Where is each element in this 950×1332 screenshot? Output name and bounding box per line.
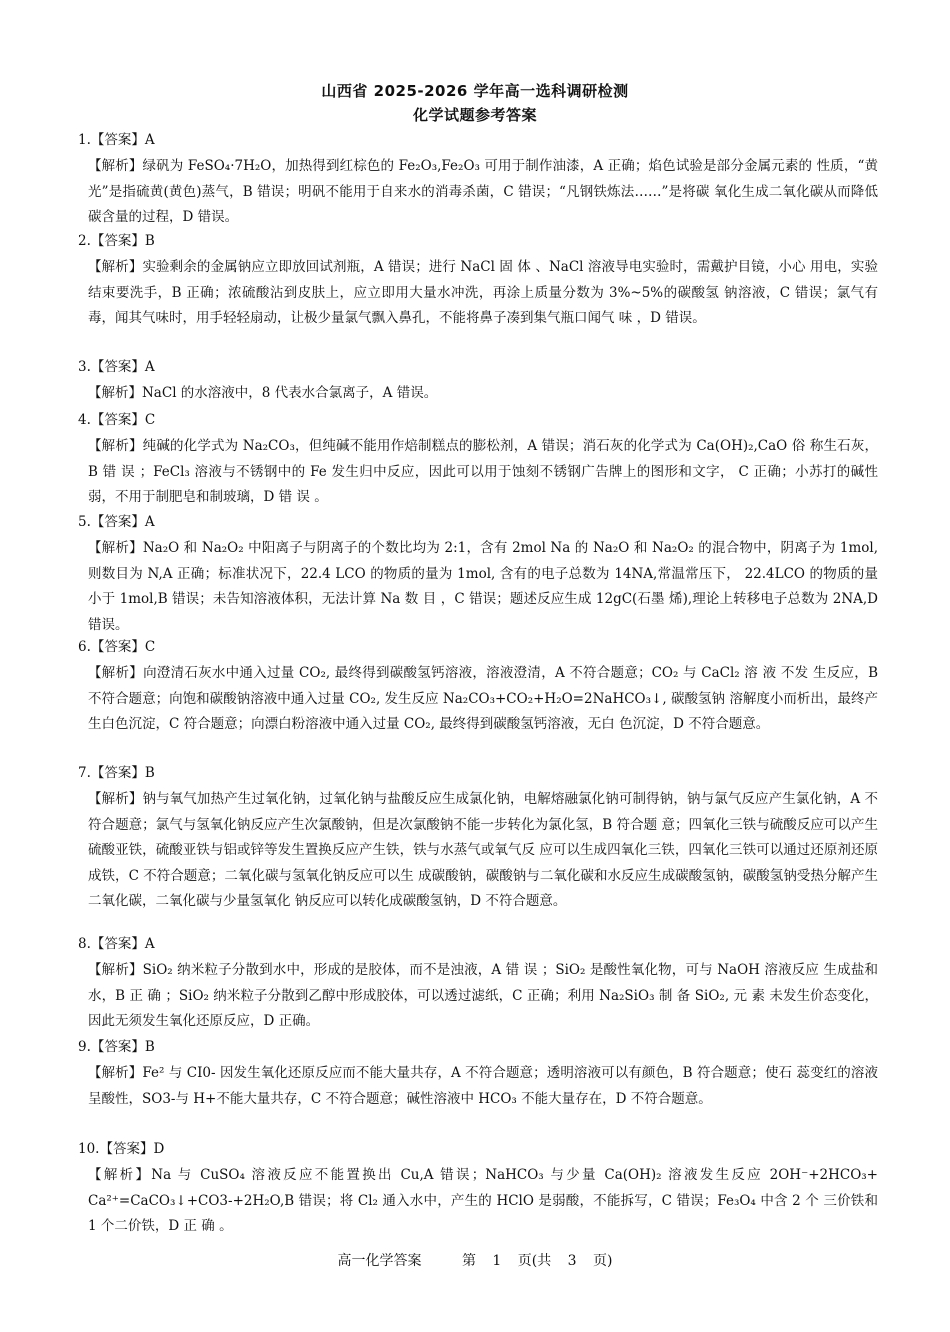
explanation-text: 【解析】钠与氧气加热产生过氧化钠，过氧化钠与盐酸反应生成氯化钠，电解熔融氯化钠可制得钠，钠与氯气反应产生氯化钠，A 不符合题意；氯气与氢氧化钠反应产生次氯酸钠，但是次氯酸钠不能一步转化为氯化氢，B 符合题 意；四氧化三铁与硫酸反应可以产生硫酸亚铁，硫酸亚铁与铝或锌等发生置换反应产生铁，铁与水蒸气或氧气反 应可以生成四氧化三铁，四氧化三铁可以通过还原剂还原成铁，C 不符合题意；二氧化碳与氢氧化钠反应可以生 成碳酸钠，碳酸钠与二氧化碳和水反应生成碳酸氢钠，碳酸氢钠受热分解产生二氧化碳，二氧化碳与少量氢氧化 钠反应可以转化成碳酸氢钠，D 不符合题意。 <box>88 791 878 909</box>
document-title: 山西省 2025-2026 学年高一选科调研检测 <box>321 82 629 100</box>
answer-line: 7.【答案】B <box>78 765 155 781</box>
question-4 <box>78 410 878 511</box>
footer-subject: 高一化学答案 <box>337 1253 422 1269</box>
answer-line: 8.【答案】A <box>78 936 155 952</box>
question-8 <box>78 934 878 1035</box>
explanation-text: 【解析】NaCl 的水溶液中，8 代表水合氯离子，A 错误。 <box>88 385 438 401</box>
question-5 <box>78 512 878 638</box>
answer-line: 1.【答案】A <box>78 132 155 148</box>
question-9 <box>78 1037 878 1112</box>
explanation-text: 【解析】纯碱的化学式为 Na₂CO₃，但纯碱不能用作焙制糕点的膨松剂，A 错误；消石灰的化学式为 Ca(OH)₂,CaO 俗 称生石灰，B 错 误 ；FeCl₃ 溶液与不锈钢中的 Fe 发生归中反应，因此可以用于蚀刻不锈钢广告牌上的图形和文字， C 正确；小苏打的碱性弱，不用于制肥皂和制玻璃，D 错 误 。 <box>88 438 878 505</box>
explanation-text: 【解析】Na 与 CuSO₄ 溶液反应不能置换出 Cu,A 错误；NaHCO₃ 与少量 Ca(OH)₂ 溶液发生反应 2OH⁻+2HCO₃+ Ca²⁺=CaCO₃↓+CO3-+2H₂O,B 错误；将 Cl₂ 通入水中，产生的 HClO 是弱酸，不能拆写，C 错误；Fe₃O₄ 中含 2 个 三价铁和 1 个二价铁，D 正 确 。 <box>88 1167 878 1234</box>
question-3 <box>78 357 878 407</box>
explanation-text: 【解析】实验剩余的金属钠应立即放回试剂瓶，A 错误；进行 NaCl 固 体 、NaCl 溶液导电实验时，需戴护目镜，小心 用电，实验结束要洗手，B 正确；浓硫酸沾到皮肤上，应立即用大量水冲洗，再涂上质量分数为 3%~5%的碳酸氢 钠溶液，C 错误；氯气有毒，闻其气味时，用手轻轻扇动，让极少量氯气飘入鼻孔，不能将鼻子凑到集气瓶口闻气 味 ，D 错误。 <box>88 259 878 326</box>
explanation-text: 【解析】绿矾为 FeSO₄·7H₂O，加热得到红棕色的 Fe₂O₃,Fe₂O₃ 可用于制作油漆，A 正确；焰色试验是部分金属元素的 性质，“黄光”是指硫黄(黄色)蒸气，B 错误；明矾不能用于自来水的消毒杀菌，C 错误；“凡钢铁炼法……”是将碳 氧化生成二氧化碳从而降低碳含量的过程，D 错误。 <box>88 158 878 225</box>
answer-line: 6.【答案】C <box>78 639 156 655</box>
explanation-text: 【解析】Fe² 与 CI0- 因发生氧化还原反应而不能大量共存，A 不符合题意；透明溶液可以有颜色，B 符合题意；使石 蕊变红的溶液呈酸性，SO3-与 H+不能大量共存，C 不符合题意；碱性溶液中 HCO₃ 不能大量存在，D 不符合题意。 <box>88 1065 878 1107</box>
question-7 <box>78 763 878 915</box>
explanation-text: 【解析】向澄清石灰水中通入过量 CO₂, 最终得到碳酸氢钙溶液，溶液澄清，A 不符合题意；CO₂ 与 CaCl₂ 溶 液 不发 生反应，B 不符合题意；向饱和碳酸钠溶液中通入过量 CO₂, 发生反应 Na₂CO₃+CO₂+H₂O=2NaHCO₃↓, 碳酸氢钠 溶解度小而析出，最终产生白色沉淀，C 符合题意；向漂白粉溶液中通入过量 CO₂, 最终得到碳酸氢钙溶液，无白 色沉淀，D 不符合题意。 <box>88 665 878 732</box>
question-1 <box>78 130 878 231</box>
explanation-text: 【解析】SiO₂ 纳米粒子分散到水中，形成的是胶体，而不是浊液，A 错 误 ；SiO₂ 是酸性氧化物，可与 NaOH 溶液反应 生成盐和水，B 正 确 ；SiO₂ 纳米粒子分散到乙醇中形成胶体，可以透过滤纸，C 正确；利用 Na₂SiO₃ 制 备 SiO₂, 元 素 未发生价态变化，因此无须发生氧化还原反应，D 正确。 <box>88 962 878 1029</box>
question-10 <box>78 1139 878 1240</box>
answer-line: 2.【答案】B <box>78 233 155 249</box>
explanation-text: 【解析】Na₂O 和 Na₂O₂ 中阳离子与阴离子的个数比均为 2:1，含有 2mol Na 的 Na₂O 和 Na₂O₂ 的混合物中，阴离子为 1mol, 则数目为 N,A 正确；标准状况下，22.4 LCO 的物质的量为 1mol, 含有的电子总数为 14NA,常温常压下， 22.4LCO 的物质的量小于 1mol,B 错误；未告知溶液体积，无法计算 Na 数 目 ，C 错误；题述反应生成 12gC(石墨 烯),理论上转移电子总数为 2NA,D 错误。 <box>88 540 878 633</box>
question-6 <box>78 637 878 738</box>
answer-line: 5.【答案】A <box>78 514 155 530</box>
footer-page-number: 第 1 页(共 3 页) <box>461 1253 613 1269</box>
answer-line: 3.【答案】A <box>78 359 155 375</box>
document-subtitle: 化学试题参考答案 <box>412 106 537 124</box>
answer-line: 10.【答案】D <box>78 1141 165 1157</box>
answer-line: 9.【答案】B <box>78 1039 155 1055</box>
answer-line: 4.【答案】C <box>78 412 156 428</box>
page-footer <box>0 1250 950 1270</box>
question-2 <box>78 231 878 332</box>
